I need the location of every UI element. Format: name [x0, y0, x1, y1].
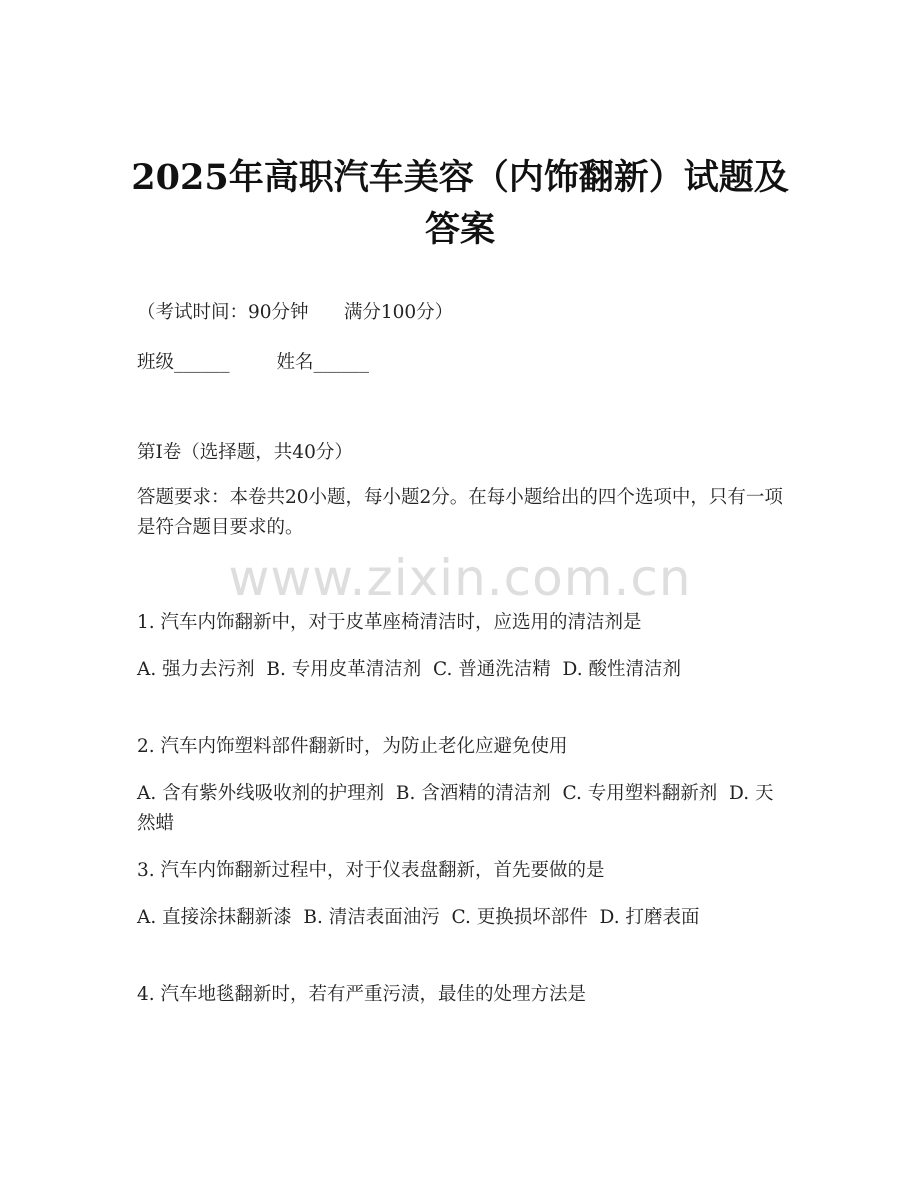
question-3-options: A. 直接涂抹翻新漆 B. 清洁表面油污 C. 更换损坏部件 D. 打磨表面 — [137, 907, 700, 928]
class-name-fields: 班级______ 姓名______ — [137, 352, 370, 373]
answer-instructions: 答题要求：本卷共20小题，每小题2分。在每小题给出的四个选项中，只有一项是符合题目要求的。 — [137, 487, 783, 538]
section-title: 第I卷（选择题，共40分） — [137, 442, 353, 463]
question-1-stem: 1. 汽车内饰翻新中，对于皮革座椅清洁时，应选用的清洁剂是 — [137, 612, 642, 633]
question-4-stem: 4. 汽车地毯翻新时，若有严重污渍，最佳的处理方法是 — [137, 984, 587, 1005]
question-2-stem: 2. 汽车内饰塑料部件翻新时，为防止老化应避免使用 — [137, 736, 568, 757]
question-1-options: A. 强力去污剂 B. 专用皮革清洁剂 C. 普通洗洁精 D. 酸性清洁剂 — [137, 659, 681, 680]
watermark-text: www.zixin.com.cn — [228, 549, 692, 607]
question-3-stem: 3. 汽车内饰翻新过程中，对于仪表盘翻新，首先要做的是 — [137, 860, 605, 881]
document-title: 2025年高职汽车美容（内饰翻新）试题及答案 — [131, 157, 789, 250]
exam-info: （考试时间：90分钟 满分100分） — [137, 302, 454, 323]
question-2-options: A. 含有紫外线吸收剂的护理剂 B. 含酒精的清洁剂 C. 专用塑料翻新剂 D. 天然蜡 — [137, 783, 774, 834]
